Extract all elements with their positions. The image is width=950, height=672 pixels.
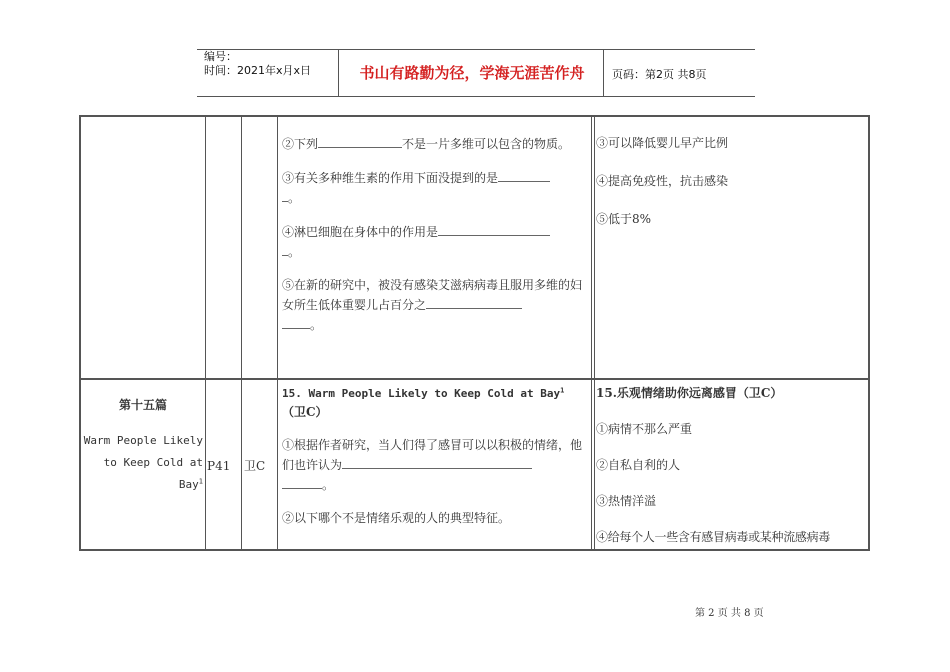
answer-blank bbox=[426, 295, 522, 309]
answer-blank bbox=[342, 455, 532, 469]
question-3: ③有关多种维生素的作用下面没提到的是 。 bbox=[282, 168, 588, 208]
header-divider bbox=[603, 49, 604, 97]
answer-heading: 15.乐观情绪助你远离感冒（卫C） bbox=[596, 386, 783, 400]
time-label: 时间：2021年x月x日 bbox=[204, 64, 312, 77]
chapter-title: Warm People Likely to Keep Cold at Bay$^1$ bbox=[83, 434, 203, 491]
header-divider bbox=[338, 49, 339, 97]
header-motto: 书山有路勤为径，学海无涯苦作舟 bbox=[359, 64, 585, 82]
chapter-number: 第十五篇 bbox=[118, 398, 167, 412]
table-bottom-border bbox=[79, 549, 870, 551]
row2-answers bbox=[596, 384, 868, 547]
row2-chapter-cell bbox=[81, 396, 205, 496]
header-page-info: 页码：第2页 共8页 bbox=[612, 68, 707, 81]
article-heading: 15. Warm People Likely to Keep Cold at Bay$^1$ bbox=[282, 386, 565, 400]
answer-blank bbox=[282, 475, 322, 489]
answer-1: ①病情不那么严重 bbox=[596, 422, 693, 436]
article-source: （卫C） bbox=[282, 405, 328, 419]
answer-4: ④提高免疫性，抗击感染 bbox=[596, 174, 729, 188]
code-label: 编号： bbox=[204, 50, 237, 63]
answer-blank bbox=[498, 168, 550, 182]
answer-3: ③可以降低婴儿早产比例 bbox=[596, 136, 729, 150]
answer-3: ③热情洋溢 bbox=[596, 494, 657, 508]
row1-questions bbox=[282, 134, 588, 335]
table-col-divider bbox=[594, 115, 595, 551]
header-meta bbox=[204, 50, 311, 78]
question-4: ④淋巴细胞在身体中的作用是 。 bbox=[282, 222, 588, 262]
table-col-divider bbox=[241, 115, 242, 551]
row2-questions bbox=[282, 384, 588, 528]
source-reference: 卫C bbox=[244, 459, 266, 473]
question-2: ②以下哪个不是情绪乐观的人的典型特征。 bbox=[282, 511, 511, 525]
page-footer: 第 2 页 共 8 页 bbox=[695, 608, 764, 619]
question-1: ①根据作者研究，当人们得了感冒可以以积极的情绪，他们也许认为 。 bbox=[282, 438, 583, 492]
answer-2: ②自私自利的人 bbox=[596, 458, 681, 472]
table-top-border bbox=[79, 115, 870, 117]
table-col-divider bbox=[591, 115, 592, 551]
table-col-divider bbox=[277, 115, 278, 551]
answer-5: ⑤低于8% bbox=[596, 212, 652, 226]
answer-4: ④给每个人一些含有感冒病毒或某种流感病毒 bbox=[596, 530, 831, 544]
question-5: ⑤在新的研究中，被没有感染艾滋病病毒且服用多维的妇女所生低体重婴儿占百分之 。 bbox=[282, 278, 583, 332]
question-2: ②下列 不是一片多维可以包含的物质。 bbox=[282, 134, 588, 154]
answer-blank bbox=[438, 222, 550, 236]
table-row-divider bbox=[79, 378, 870, 380]
row1-answers bbox=[596, 134, 866, 229]
table-right-border bbox=[868, 115, 870, 551]
page-reference: P41 bbox=[207, 459, 231, 473]
table-col-divider bbox=[205, 115, 206, 551]
header-bottom-rule bbox=[197, 96, 755, 97]
answer-blank bbox=[318, 134, 402, 148]
answer-blank bbox=[282, 315, 310, 329]
